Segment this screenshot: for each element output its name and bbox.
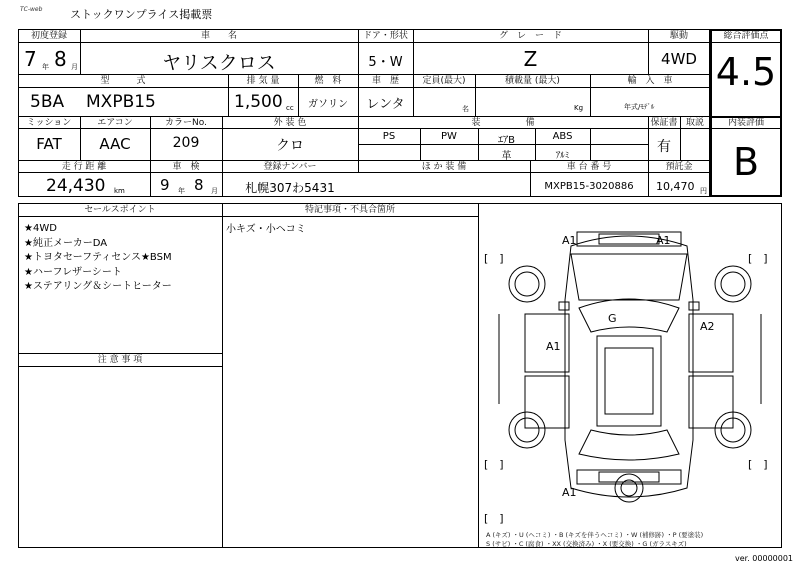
inspection-month-unit: 月 bbox=[211, 187, 218, 195]
bracket: [ ] bbox=[484, 458, 504, 471]
equipment-abs: ABS bbox=[552, 131, 573, 142]
first-reg-label: 初度登録 bbox=[30, 31, 67, 41]
interior-score-label: 内装評価 bbox=[727, 118, 764, 128]
mark-a1-front: A1 bbox=[562, 234, 577, 247]
model-prefix: 5BA bbox=[30, 92, 65, 112]
equipment-pw: PW bbox=[441, 131, 457, 142]
door-value: 5・W bbox=[368, 55, 403, 70]
mileage-label: 走 行 距 離 bbox=[61, 162, 107, 172]
damage-legend-line2: S (サビ) ・C (腐食) ・XX (交換済み) ・X (要交換) ・G (ガラスキズ) bbox=[486, 540, 687, 548]
displacement-label: 排 気 量 bbox=[246, 76, 280, 86]
exterior-value: クロ bbox=[276, 138, 304, 154]
sales-points-label: セールスポイント bbox=[84, 205, 156, 215]
load-label: 積載量 (最大) bbox=[505, 76, 560, 86]
mark-a1-front-right: A1 bbox=[656, 234, 671, 247]
equipment-leather: 革 bbox=[501, 151, 512, 162]
aircon-label: エアコン bbox=[97, 118, 133, 128]
drive-value: 4WD bbox=[661, 50, 697, 68]
equipment-airbag: ｴｱB bbox=[498, 135, 515, 146]
warranty-value: 有 bbox=[657, 139, 671, 155]
inspection-year: 9 bbox=[160, 176, 170, 194]
first-reg-year: 7 bbox=[24, 47, 37, 71]
displacement-value: 1,500 bbox=[234, 92, 283, 112]
equipment-ps: PS bbox=[382, 131, 396, 142]
recycle-value: 10,470 bbox=[656, 180, 695, 193]
mileage-value: 24,430 bbox=[46, 176, 106, 196]
aircon-value: AAC bbox=[99, 135, 131, 153]
damage-legend-line1: A (キズ) ・U (ヘコミ) ・B (キズを伴うヘコミ) ・W (補修跡) ・P (要塗装) bbox=[486, 531, 704, 539]
exterior-label: 外 装 色 bbox=[273, 118, 307, 128]
chassis-value: MXPB15-3020886 bbox=[544, 181, 634, 192]
mark-a1-left: A1 bbox=[546, 340, 561, 353]
grade-value: Z bbox=[523, 47, 538, 71]
inspection-month: 8 bbox=[194, 176, 204, 194]
mission-label: ミッション bbox=[26, 118, 72, 128]
mark-a1-rear: A1 bbox=[562, 486, 577, 499]
grade-label: グ レ ー ド bbox=[498, 31, 562, 41]
first-reg-month: 8 bbox=[54, 47, 67, 71]
model-label: 型 式 bbox=[100, 76, 146, 86]
logo: TC-web bbox=[20, 6, 43, 13]
version: ver. 00000001 bbox=[735, 554, 794, 563]
mission-value: FAT bbox=[36, 135, 62, 153]
door-label: ドア・形状 bbox=[363, 31, 408, 41]
sales-point: ★トヨタセーフティセンス★BSM bbox=[24, 252, 172, 263]
bracket: [ ] bbox=[484, 252, 504, 265]
warranty-label: 保証書 bbox=[650, 118, 678, 128]
import-label: 輸 入 車 bbox=[627, 76, 673, 86]
displacement-unit: cc bbox=[286, 104, 294, 112]
import-year-label: 年式/ﾓﾃﾞﾙ bbox=[624, 103, 655, 111]
sales-points-list bbox=[24, 222, 172, 295]
recycle-label: 預託金 bbox=[665, 162, 693, 172]
interior-score: B bbox=[732, 140, 760, 184]
car-name: ヤリスクロス bbox=[162, 52, 276, 74]
remarks-label: 特記事項・不具合箇所 bbox=[304, 205, 395, 215]
sales-point: ★純正メーカーDA bbox=[24, 237, 108, 249]
notes-label: 注 意 事 項 bbox=[97, 355, 143, 365]
car-diagram bbox=[479, 204, 781, 526]
color-no-value: 209 bbox=[172, 135, 200, 151]
inspection-label: 車 検 bbox=[172, 162, 200, 172]
car-name-label: 車 名 bbox=[200, 31, 237, 41]
plate-value: 札幌307わ5431 bbox=[245, 181, 335, 195]
chassis-label: 車 台 番 号 bbox=[566, 162, 612, 172]
other-equipment-label: ほ か 装 備 bbox=[421, 162, 467, 172]
drive-label: 駆動 bbox=[669, 31, 688, 41]
remarks-text: 小キズ・小ヘコミ bbox=[226, 224, 306, 235]
plate-label: 登録ナンバー bbox=[263, 162, 317, 172]
fuel-value: ガソリン bbox=[308, 99, 348, 110]
first-reg-year-unit: 年 bbox=[42, 63, 49, 71]
sales-point: ★ステアリング＆シートヒーター bbox=[24, 281, 172, 292]
bracket: [ ] bbox=[748, 252, 768, 265]
history-label: 車 歴 bbox=[371, 76, 399, 86]
fuel-label: 燃 料 bbox=[314, 76, 342, 86]
page-title: ストックワンプライス掲載票 bbox=[70, 8, 213, 21]
recycle-unit: 円 bbox=[700, 187, 707, 195]
overall-score: 4.5 bbox=[715, 50, 777, 94]
first-reg-month-unit: 月 bbox=[71, 63, 78, 71]
equipment-label: 装 備 bbox=[471, 118, 535, 128]
mileage-unit: km bbox=[114, 187, 125, 195]
history-value: レンタ bbox=[366, 97, 405, 112]
color-no-label: カラーNo. bbox=[165, 118, 207, 128]
sales-point: ★ハーフレザーシート bbox=[24, 266, 122, 278]
mark-g-windshield: G bbox=[608, 312, 617, 325]
bracket: [ ] bbox=[748, 458, 768, 471]
capacity-label: 定員(最大) bbox=[422, 76, 466, 86]
inspection-year-unit: 年 bbox=[178, 187, 185, 195]
capacity-unit: 名 bbox=[462, 105, 469, 113]
mark-a2-right: A2 bbox=[700, 320, 715, 333]
overall-score-label: 総合評価点 bbox=[723, 31, 769, 41]
manual-label: 取説 bbox=[685, 118, 704, 128]
sales-point: ★4WD bbox=[24, 223, 57, 234]
equipment-alloy: ｱﾙﾐ bbox=[555, 151, 570, 161]
model-value: MXPB15 bbox=[86, 92, 156, 112]
bracket: [ ] bbox=[484, 512, 504, 525]
load-unit: Kg bbox=[574, 104, 584, 112]
